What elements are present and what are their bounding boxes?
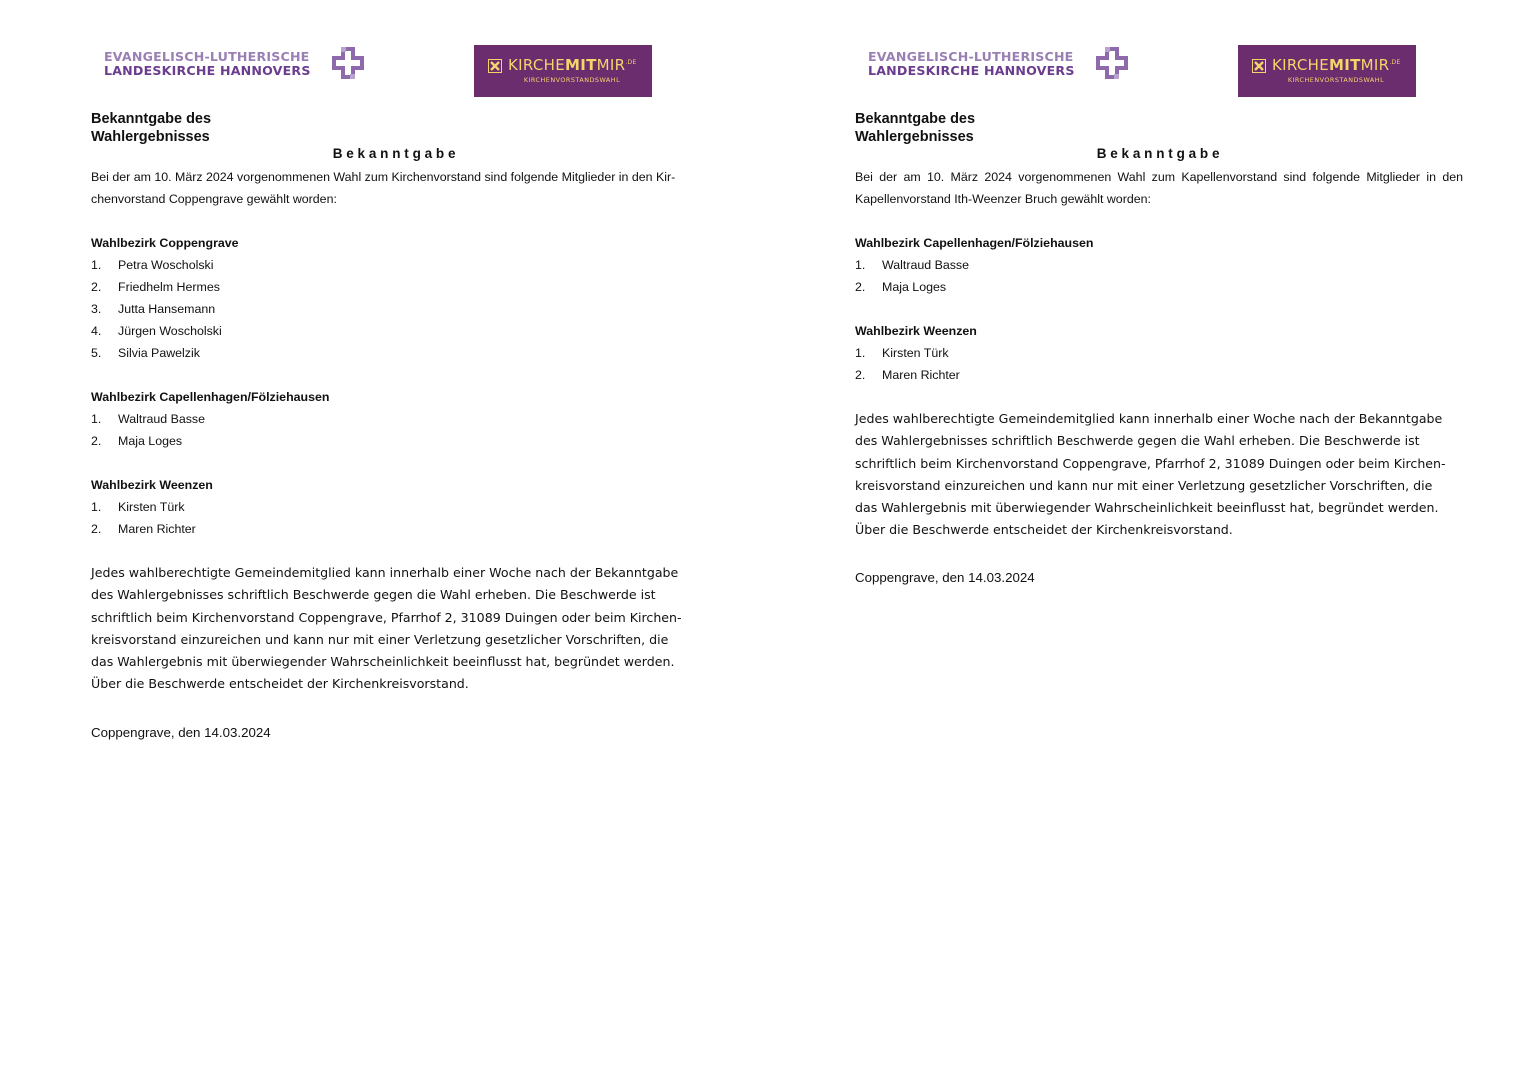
intro-paragraph bbox=[855, 166, 1463, 210]
kirche-mit-mir-subtitle: KIRCHENVORSTANDSWAHL bbox=[1287, 76, 1385, 84]
document-title-line1: Bekanntgabe des bbox=[855, 111, 976, 127]
member-item: 1. Petra Woscholski bbox=[91, 258, 214, 272]
district-title: Wahlbezirk Capellenhagen/Fölziehausen bbox=[91, 390, 330, 404]
district-title: Wahlbezirk Capellenhagen/Fölziehausen bbox=[855, 236, 1094, 250]
place-date: Coppengrave, den 14.03.2024 bbox=[855, 570, 1035, 585]
notice-page-left bbox=[91, 0, 731, 1080]
district-coppengrave bbox=[91, 232, 691, 364]
member-item: 1. Waltraud Basse bbox=[91, 412, 206, 426]
document-title-line2: Wahlergebnisses bbox=[855, 129, 974, 145]
notice-line: Über die Beschwerde entscheidet der Kirchenkreisvorstand. bbox=[91, 676, 469, 692]
intro-line: Bei der am 10. März 2024 vorgenommenen Wahl zum Kirchenvorstand sind folgende Mitglieder in den Kir- bbox=[91, 170, 676, 184]
document-title-line1: Bekanntgabe des bbox=[91, 111, 212, 127]
member-item: 2. Maja Loges bbox=[855, 280, 947, 294]
kirche-mit-mir-subtitle: KIRCHENVORSTANDSWAHL bbox=[523, 76, 621, 84]
notice-page-right bbox=[855, 0, 1495, 1080]
kirche-mit-mir-wordmark: $KIRCHEMITMIR^{.DE}$ bbox=[1272, 56, 1401, 74]
member-item: 1. Kirsten Türk bbox=[855, 346, 949, 360]
notice-heading: Bekanntgabe bbox=[332, 146, 460, 161]
landeskirche-logo-line2: LANDESKIRCHE HANNOVERS bbox=[104, 63, 311, 78]
intro-line: chenvorstand Coppengrave gewählt worden: bbox=[91, 192, 337, 206]
church-cross-icon bbox=[1094, 46, 1130, 80]
notice-line: Über die Beschwerde entscheidet der Kirchenkreisvorstand. bbox=[855, 522, 1233, 538]
document-title bbox=[91, 110, 291, 146]
landeskirche-logo-line1: EVANGELISCH-LUTHERISCHE bbox=[104, 49, 310, 64]
intro-line: Kapellenvorstand Ith-Weenzer Bruch gewählt worden: bbox=[855, 192, 1151, 206]
district-title: Wahlbezirk Weenzen bbox=[855, 324, 977, 338]
member-item: 4. Jürgen Woscholski bbox=[91, 324, 222, 338]
intro-paragraph bbox=[91, 166, 699, 210]
member-item: 2. Friedhelm Hermes bbox=[91, 280, 220, 294]
notice-line: das Wahlergebnis mit überwiegender Wahrscheinlichkeit beeinflusst hat, begründet werden. bbox=[91, 654, 675, 670]
member-item: 2. Maja Loges bbox=[91, 434, 183, 448]
intro-line: Bei der am 10. März 2024 vorgenommenen Wahl zum Kapellenvorstand sind folgende Mitglieder in den bbox=[855, 170, 1463, 184]
member-item: 3. Jutta Hansemann bbox=[91, 302, 216, 316]
district-weenzen bbox=[855, 320, 1455, 386]
landeskirche-logo-line2: LANDESKIRCHE HANNOVERS bbox=[868, 63, 1075, 78]
member-item: 2. Maren Richter bbox=[91, 522, 196, 536]
landeskirche-logo bbox=[104, 48, 364, 82]
district-weenzen bbox=[91, 474, 691, 540]
church-cross-icon bbox=[330, 46, 366, 80]
complaint-notice bbox=[91, 562, 701, 696]
member-item: 2. Maren Richter bbox=[855, 368, 960, 382]
kirche-mit-mir-logo bbox=[474, 45, 652, 97]
document-title bbox=[855, 110, 1055, 146]
complaint-notice bbox=[855, 408, 1465, 542]
district-capellenhagen bbox=[855, 232, 1455, 298]
kirche-mit-mir-wordmark: $KIRCHEMITMIR^{.DE}$ bbox=[508, 56, 637, 74]
notice-line: kreisvorstand einzureichen und kann nur mit einer Verletzung gesetzlicher Vorschriften, die bbox=[855, 477, 1433, 493]
notice-line: des Wahlergebnisses schriftlich Beschwerde gegen die Wahl erheben. Die Beschwerde ist bbox=[855, 433, 1420, 449]
kirche-mit-mir-x-icon bbox=[1252, 59, 1266, 73]
notice-heading: Bekanntgabe bbox=[1096, 146, 1224, 161]
district-title: Wahlbezirk Coppengrave bbox=[91, 236, 239, 250]
member-item: 1. Waltraud Basse bbox=[855, 258, 970, 272]
notice-line: schriftlich beim Kirchenvorstand Coppengrave, Pfarrhof 2, 31089 Duingen oder beim Kirchen- bbox=[855, 455, 1446, 471]
member-item: 1. Kirsten Türk bbox=[91, 500, 185, 514]
landeskirche-logo-line1: EVANGELISCH-LUTHERISCHE bbox=[868, 49, 1074, 64]
notice-line: das Wahlergebnis mit überwiegender Wahrscheinlichkeit beeinflusst hat, begründet werden. bbox=[855, 500, 1439, 516]
notice-line: Jedes wahlberechtigte Gemeindemitglied kann innerhalb einer Woche nach der Bekanntgabe bbox=[855, 411, 1443, 426]
notice-line: des Wahlergebnisses schriftlich Beschwerde gegen die Wahl erheben. Die Beschwerde ist bbox=[91, 587, 656, 603]
notice-line: kreisvorstand einzureichen und kann nur mit einer Verletzung gesetzlicher Vorschriften, die bbox=[91, 631, 669, 647]
member-item: 5. Silvia Pawelzik bbox=[91, 346, 200, 360]
kirche-mit-mir-x-icon bbox=[488, 59, 502, 73]
landeskirche-logo bbox=[868, 48, 1128, 82]
district-title: Wahlbezirk Weenzen bbox=[91, 478, 213, 492]
notice-line: Jedes wahlberechtigte Gemeindemitglied kann innerhalb einer Woche nach der Bekanntgabe bbox=[91, 565, 679, 580]
notice-line: schriftlich beim Kirchenvorstand Coppengrave, Pfarrhof 2, 31089 Duingen oder beim Kirchen- bbox=[91, 609, 682, 625]
kirche-mit-mir-logo bbox=[1238, 45, 1416, 97]
place-date: Coppengrave, den 14.03.2024 bbox=[91, 725, 271, 740]
district-capellenhagen bbox=[91, 386, 691, 452]
document-title-line2: Wahlergebnisses bbox=[91, 129, 210, 145]
